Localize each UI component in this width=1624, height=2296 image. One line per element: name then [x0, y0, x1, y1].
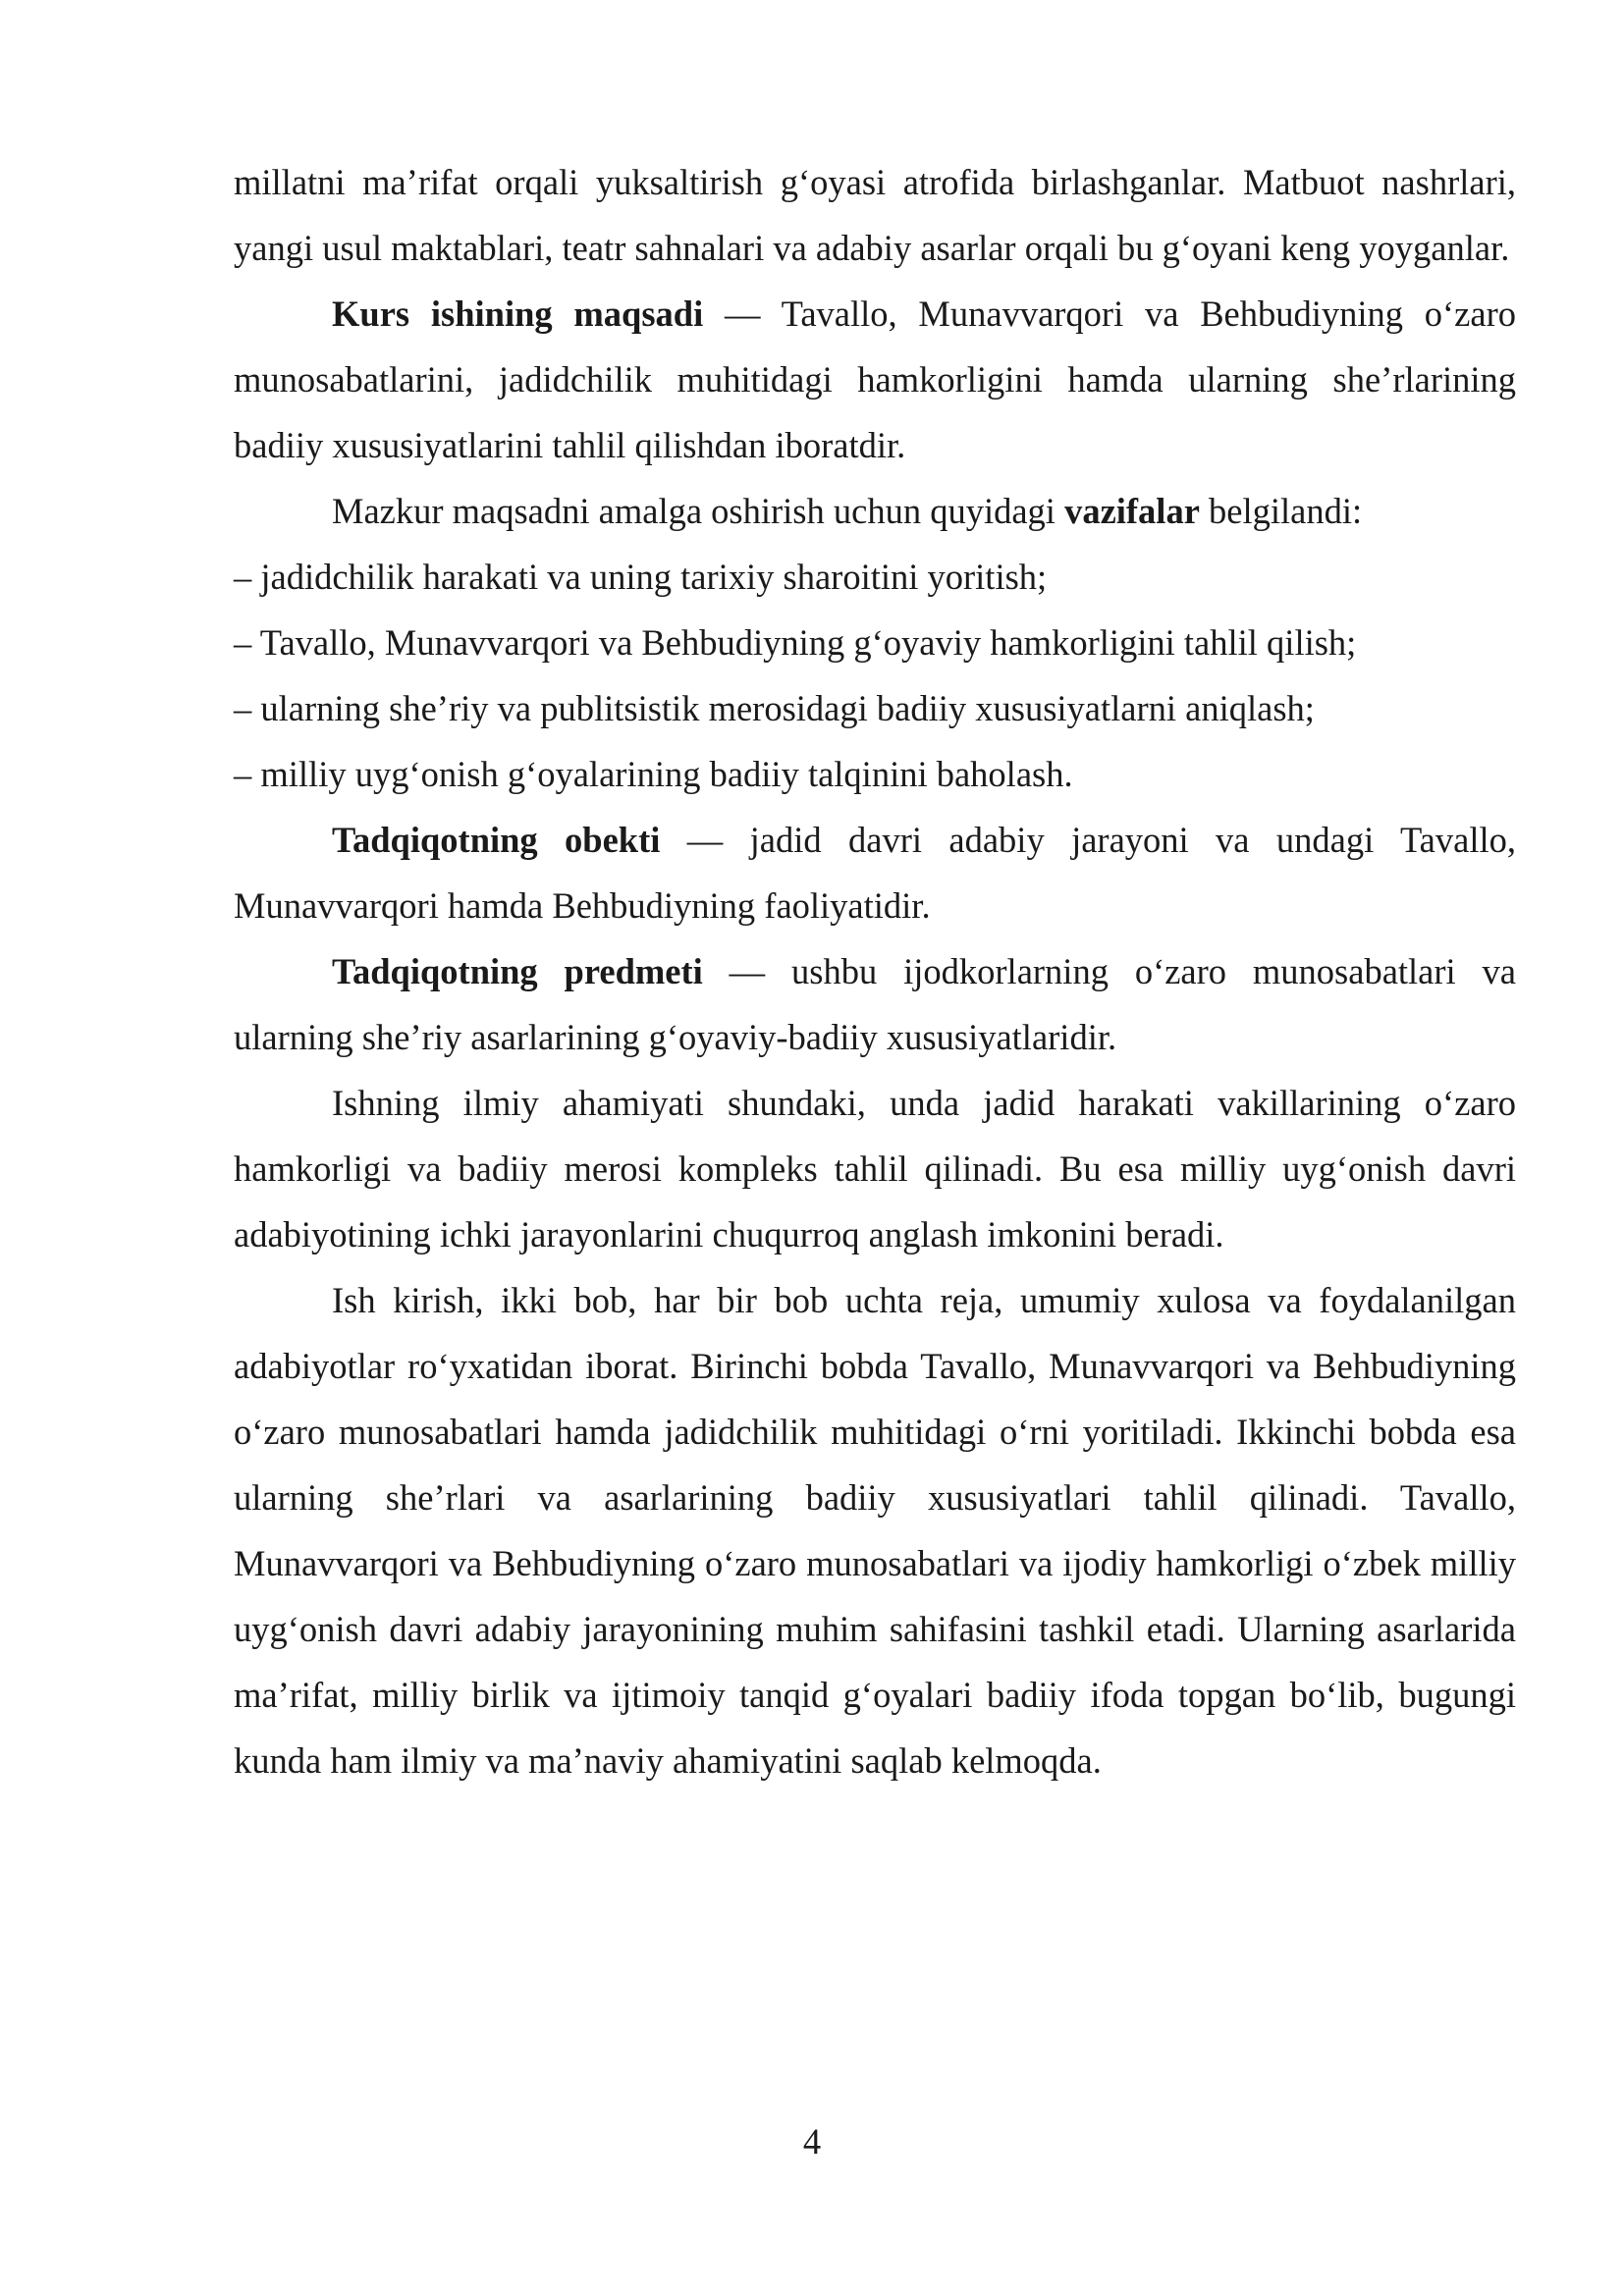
subject-heading: Tadqiqotning predmeti — [332, 951, 703, 991]
task-item: – jadidchilik harakati va uning tarixiy sharoitini yoritish; — [234, 557, 1048, 597]
object-heading: Tadqiqotning obekti — [332, 820, 661, 860]
paragraph-subject — [234, 938, 1516, 1070]
task-item: – Tavallo, Munavvarqori va Behbudiyning g‘oyaviy hamkorligini tahlil qilish; — [234, 622, 1357, 663]
paragraph-object — [234, 807, 1516, 938]
tasks-intro-text: Mazkur maqsadni amalga oshirish uchun quyidagi — [332, 491, 1065, 531]
tasks-heading: vazifalar — [1064, 491, 1200, 531]
tasks-intro-end: belgilandi: — [1199, 491, 1363, 531]
page-number: 4 — [802, 2121, 822, 2162]
paragraph-intro-continuation: millatni ma’rifat orqali yuksaltirish g‘oyasi atrofida birlashganlar. Matbuot nashrlari, yangi usul maktablari, teatr sahnalari va adabiy asarlar orqali bu g‘oyani keng yoyganlar. — [234, 162, 1516, 268]
tasks-list — [234, 544, 1516, 807]
paragraph-structure: Ish kirish, ikki bob, har bir bob uchta reja, umumiy xulosa va foydalanilgan adabiyotlar ro‘yxatidan iborat. Birinchi bobda Tavallo, Munavvarqori va Behbudiyning o‘zaro munosabatlari hamda jadidchilik muhitidagi o‘rni yoritiladi. Ikkinchi bobda esa ularning she’rlari va asarlarining badiiy xususiyatlari tahlil qilinadi. Tavallo, Munavvarqori va Behbudiyning o‘zaro munosabatlari va ijodiy hamkorligi o‘zbek milliy uyg‘onish davri adabiy jarayonining muhim sahifasini tashkil etadi. Ularning asarlarida ma’rifat, milliy birlik va ijtimoiy tanqid g‘oyalari badiiy ifoda topgan bo‘lib, bugungi kunda ham ilmiy va ma’naviy ahamiyatini saqlab kelmoqda. — [234, 1280, 1516, 1781]
goal-heading: Kurs ishining maqsadi — [332, 294, 704, 334]
subject-text: — ushbu ijodkorlarning o‘zaro munosabatlari va ularning she’riy asarlarining g‘oyaviy-badiiy xususiyatlaridir. — [234, 951, 1516, 1057]
page-body — [234, 149, 1516, 1793]
task-item: – milliy uyg‘onish g‘oyalarining badiiy talqinini baholash. — [234, 754, 1073, 794]
paragraph-significance: Ishning ilmiy ahamiyati shundaki, unda jadid harakati vakillarining o‘zaro hamkorligi va badiiy merosi kompleks tahlil qilinadi. Bu esa milliy uyg‘onish davri adabiyotining ichki jarayonlarini chuqurroq anglash imkonini beradi. — [234, 1083, 1516, 1255]
task-item: – ularning she’riy va publitsistik merosidagi badiiy xususiyatlarni aniqlash; — [234, 688, 1315, 728]
goal-text: — Tavallo, Munavvarqori va Behbudiyning o‘zaro munosabatlarini, jadidchilik muhitidagi hamkorligini hamda ularning she’rlarining badiiy xususiyatlarini tahlil qilishdan iboratdir. — [234, 294, 1516, 465]
object-text: — jadid davri adabiy jarayoni va undagi Tavallo, Munavvarqori hamda Behbudiyning faoliyatidir. — [234, 820, 1516, 926]
paragraph-goal — [234, 281, 1516, 478]
paragraph-tasks-intro — [234, 478, 1516, 544]
